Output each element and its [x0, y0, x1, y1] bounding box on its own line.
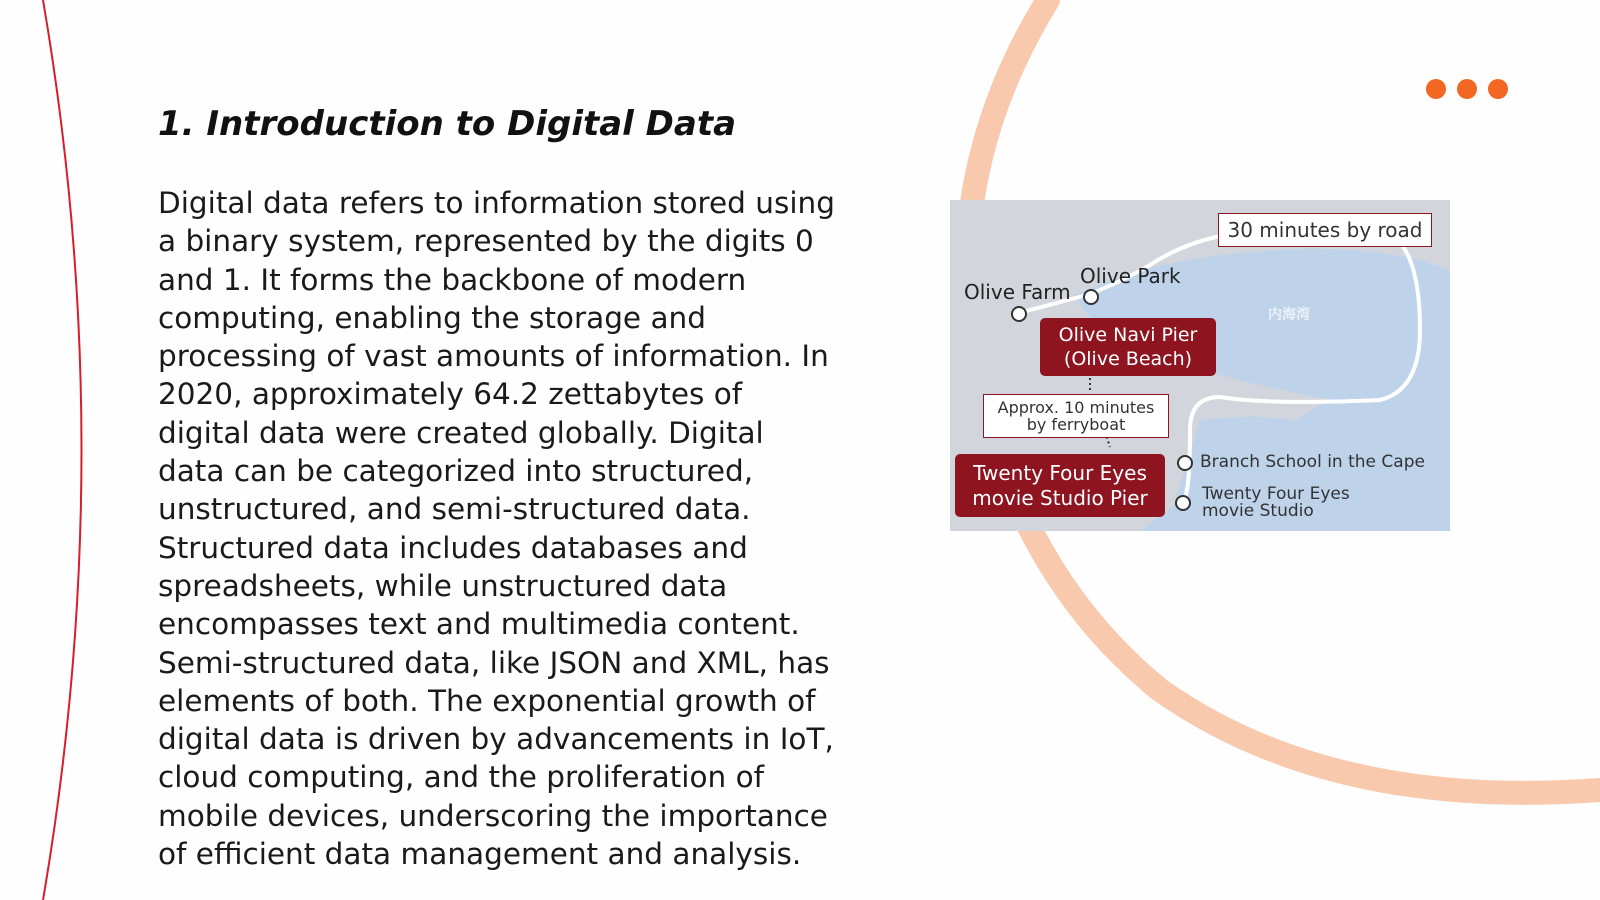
studio-pier-line2: movie Studio Pier [972, 485, 1148, 510]
movie-studio-line2: movie Studio [1202, 501, 1314, 521]
ferry-time-box [983, 394, 1169, 438]
studio-pier-line1: Twenty Four Eyes [973, 460, 1147, 485]
dot-icon [1488, 79, 1508, 99]
branch-school-label: Branch School in the Cape [1200, 452, 1425, 472]
navi-pier-sub: (Olive Beach) [1063, 348, 1193, 370]
menu-dots [1426, 79, 1508, 99]
dot-icon [1457, 79, 1477, 99]
bay-watermark: 内海湾 [1268, 307, 1310, 323]
studio-pier-box [955, 454, 1165, 517]
olive-farm-label: Olive Farm [964, 280, 1071, 304]
olive-farm-marker-icon [1011, 306, 1027, 322]
movie-studio-label [1202, 486, 1350, 520]
navi-pier-name: Olive Navi Pier [1058, 324, 1198, 346]
branch-school-marker-icon [1177, 455, 1193, 471]
slide-body-text: Digital data refers to information stored using a binary system, represented by the digits 0 and 1. It forms the backbone of modern computing, enabling the storage and processing of vast amounts of information. In 2020, approximately 64.2 zettabytes of digital data were created globally. Digital data can be categorized into structured, unstructured, and semi-structured data. Structured data includes databases and spreadsheets, while unstructured data encompasses text and multimedia content. Semi-structured data, like JSON and XML, has elements of both. The exponential growth of digital data is driven by advancements in IoT, cloud computing, and the proliferation of mobile devices, underscoring the importance of efficient data management and analysis. [158, 186, 835, 872]
ferry-time-line1: Approx. 10 minutes [997, 398, 1155, 417]
olive-navi-pier-box [1040, 318, 1216, 376]
movie-studio-line1: Twenty Four Eyes [1202, 484, 1350, 504]
route-map [950, 200, 1450, 531]
road-time-label: 30 minutes by road [1218, 213, 1432, 247]
olive-park-label: Olive Park [1080, 264, 1181, 288]
left-red-curve [43, 0, 82, 900]
ferry-time-line2: by ferryboat [1026, 415, 1126, 434]
slide-title: 1. Introduction to Digital Data [158, 104, 737, 144]
olive-park-marker-icon [1083, 289, 1099, 305]
dot-icon [1426, 79, 1446, 99]
movie-studio-marker-icon [1175, 495, 1191, 511]
